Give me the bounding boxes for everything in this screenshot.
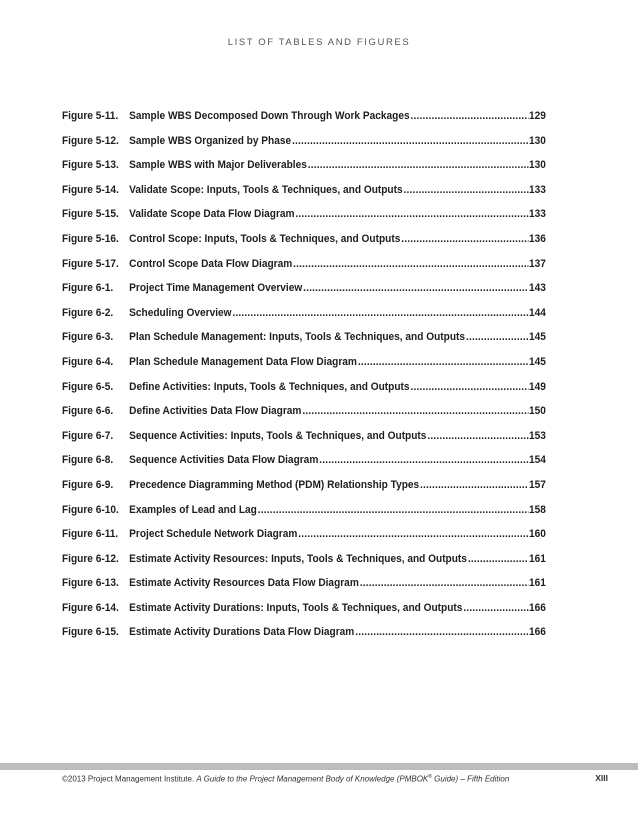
figure-page-number: 154 bbox=[529, 454, 546, 467]
footer-bar bbox=[0, 763, 638, 770]
figure-page-number: 133 bbox=[529, 183, 546, 196]
figure-page-number: 161 bbox=[529, 577, 546, 590]
figure-title: Define Activities Data Flow Diagram bbox=[129, 405, 302, 418]
figure-number: Figure 6-14. bbox=[62, 601, 119, 614]
figure-title: Control Scope: Inputs, Tools & Techniques, and Outputs bbox=[129, 232, 401, 245]
dot-leader bbox=[258, 504, 528, 516]
figure-entry[interactable] bbox=[62, 159, 546, 184]
figure-title: Project Time Management Overview bbox=[129, 282, 303, 295]
figure-entry[interactable] bbox=[62, 356, 546, 381]
figure-title: Examples of Lead and Lag bbox=[129, 503, 257, 516]
dot-leader bbox=[468, 553, 528, 565]
dot-leader bbox=[427, 430, 528, 442]
figure-entry[interactable] bbox=[62, 184, 546, 209]
figure-entry[interactable] bbox=[62, 430, 546, 455]
figure-title: Sample WBS with Major Deliverables bbox=[129, 159, 307, 172]
figure-title: Validate Scope Data Flow Diagram bbox=[129, 208, 295, 221]
figure-title: Sample WBS Organized by Phase bbox=[129, 134, 292, 147]
figure-number: Figure 5-13. bbox=[62, 159, 119, 172]
figure-title: Define Activities: Inputs, Tools & Techniques, and Outputs bbox=[129, 380, 410, 393]
figure-title: Estimate Activity Resources Data Flow Diagram bbox=[129, 577, 359, 590]
figure-entry[interactable] bbox=[62, 208, 546, 233]
figure-entry[interactable] bbox=[62, 577, 546, 602]
figure-title: Estimate Activity Resources: Inputs, Tools & Techniques, and Outputs bbox=[129, 552, 467, 565]
dot-leader bbox=[404, 184, 529, 196]
figure-page-number: 160 bbox=[529, 528, 546, 541]
dot-leader bbox=[463, 602, 528, 614]
dot-leader bbox=[358, 356, 528, 368]
dot-leader bbox=[298, 528, 528, 540]
figure-page-number: 136 bbox=[529, 232, 546, 245]
figure-number: Figure 5-12. bbox=[62, 134, 119, 147]
figure-entry[interactable] bbox=[62, 528, 546, 553]
figure-title: Plan Schedule Management: Inputs, Tools & Techniques, and Outputs bbox=[129, 331, 466, 344]
figure-entry[interactable] bbox=[62, 258, 546, 283]
figure-entry[interactable] bbox=[62, 381, 546, 406]
figure-number: Figure 5-15. bbox=[62, 208, 119, 221]
figure-number: Figure 5-17. bbox=[62, 257, 119, 270]
dot-leader bbox=[420, 479, 528, 491]
figure-number: Figure 6-7. bbox=[62, 429, 114, 442]
figure-page-number: 157 bbox=[529, 478, 546, 491]
figure-title: Scheduling Overview bbox=[129, 306, 232, 319]
figure-number: Figure 6-5. bbox=[62, 380, 114, 393]
figure-title: Estimate Activity Durations: Inputs, Tools & Techniques, and Outputs bbox=[129, 601, 463, 614]
dot-leader bbox=[360, 577, 528, 589]
figure-page-number: 166 bbox=[529, 626, 546, 639]
figure-entry[interactable] bbox=[62, 626, 546, 651]
dot-leader bbox=[302, 405, 528, 417]
figure-page-number: 149 bbox=[529, 380, 546, 393]
figure-entry[interactable] bbox=[62, 504, 546, 529]
figure-page-number: 153 bbox=[529, 429, 546, 442]
page-number: XIII bbox=[595, 773, 608, 783]
dot-leader bbox=[303, 282, 528, 294]
figure-title: Sequence Activities: Inputs, Tools & Techniques, and Outputs bbox=[129, 429, 427, 442]
dot-leader bbox=[308, 159, 528, 171]
figure-number: Figure 6-10. bbox=[62, 503, 119, 516]
dot-leader bbox=[410, 381, 528, 393]
figure-number: Figure 5-14. bbox=[62, 183, 119, 196]
figure-number: Figure 6-4. bbox=[62, 355, 114, 368]
dot-leader bbox=[401, 233, 528, 245]
figure-title: Sequence Activities Data Flow Diagram bbox=[129, 454, 319, 467]
dot-leader bbox=[295, 208, 528, 220]
footer-registered-mark: ® bbox=[428, 774, 432, 780]
figure-number: Figure 6-2. bbox=[62, 306, 114, 319]
figure-number: Figure 6-8. bbox=[62, 454, 114, 467]
figure-title: Sample WBS Decomposed Down Through Work Packages bbox=[129, 110, 410, 122]
figure-entry[interactable] bbox=[62, 307, 546, 332]
figure-entry[interactable] bbox=[62, 135, 546, 160]
figure-title: Estimate Activity Durations Data Flow Diagram bbox=[129, 626, 355, 639]
figure-number: Figure 6-3. bbox=[62, 331, 114, 344]
figure-entry[interactable] bbox=[62, 110, 546, 135]
figure-title: Validate Scope: Inputs, Tools & Techniques, and Outputs bbox=[129, 183, 403, 196]
dot-leader bbox=[319, 454, 528, 466]
figure-page-number: 144 bbox=[529, 306, 546, 319]
footer-book-title: A Guide to the Project Management Body of Knowledge (PMBOK bbox=[196, 774, 429, 784]
figure-page-number: 143 bbox=[529, 282, 546, 295]
figure-number: Figure 6-1. bbox=[62, 282, 114, 295]
figure-title: Precedence Diagramming Method (PDM) Relationship Types bbox=[129, 478, 420, 491]
figure-page-number: 158 bbox=[529, 503, 546, 516]
dot-leader bbox=[355, 626, 528, 638]
figure-number: Figure 5-11. bbox=[62, 110, 119, 122]
figure-page-number: 145 bbox=[529, 355, 546, 368]
dot-leader bbox=[411, 110, 529, 122]
figure-page-number: 161 bbox=[529, 552, 546, 565]
figure-number: Figure 6-9. bbox=[62, 478, 114, 491]
figure-number: Figure 5-16. bbox=[62, 232, 119, 245]
dot-leader bbox=[232, 307, 528, 319]
figure-number: Figure 6-6. bbox=[62, 405, 114, 418]
figure-page-number: 145 bbox=[529, 331, 546, 344]
figure-entry[interactable] bbox=[62, 602, 546, 627]
figure-page-number: 130 bbox=[529, 134, 546, 147]
footer-citation bbox=[62, 774, 509, 784]
figure-page-number: 129 bbox=[529, 110, 546, 122]
figure-number: Figure 6-13. bbox=[62, 577, 119, 590]
figure-entry[interactable] bbox=[62, 405, 546, 430]
figure-list bbox=[62, 110, 546, 651]
figure-page-number: 137 bbox=[529, 257, 546, 270]
page-header: LIST OF TABLES AND FIGURES bbox=[227, 37, 411, 48]
figure-title: Plan Schedule Management Data Flow Diagram bbox=[129, 355, 357, 368]
dot-leader bbox=[292, 135, 528, 147]
figure-entry[interactable] bbox=[62, 282, 546, 307]
figure-title: Project Schedule Network Diagram bbox=[129, 528, 298, 541]
figure-page-number: 130 bbox=[529, 159, 546, 172]
figure-entry[interactable] bbox=[62, 233, 546, 258]
figure-entry[interactable] bbox=[62, 331, 546, 356]
figure-page-number: 166 bbox=[529, 601, 546, 614]
figure-title: Control Scope Data Flow Diagram bbox=[129, 257, 293, 270]
footer-copyright: ©2013 Project Management Institute. bbox=[62, 774, 197, 784]
figure-page-number: 150 bbox=[529, 405, 546, 418]
figure-entry[interactable] bbox=[62, 553, 546, 578]
figure-number: Figure 6-11. bbox=[62, 528, 119, 541]
figure-number: Figure 6-12. bbox=[62, 552, 119, 565]
figure-entry[interactable] bbox=[62, 479, 546, 504]
figure-entry[interactable] bbox=[62, 454, 546, 479]
footer-book-suffix: Guide) – Fifth Edition bbox=[431, 774, 510, 784]
figure-number: Figure 6-15. bbox=[62, 626, 119, 639]
dot-leader bbox=[466, 331, 528, 343]
dot-leader bbox=[293, 258, 528, 270]
figure-page-number: 133 bbox=[529, 208, 546, 221]
